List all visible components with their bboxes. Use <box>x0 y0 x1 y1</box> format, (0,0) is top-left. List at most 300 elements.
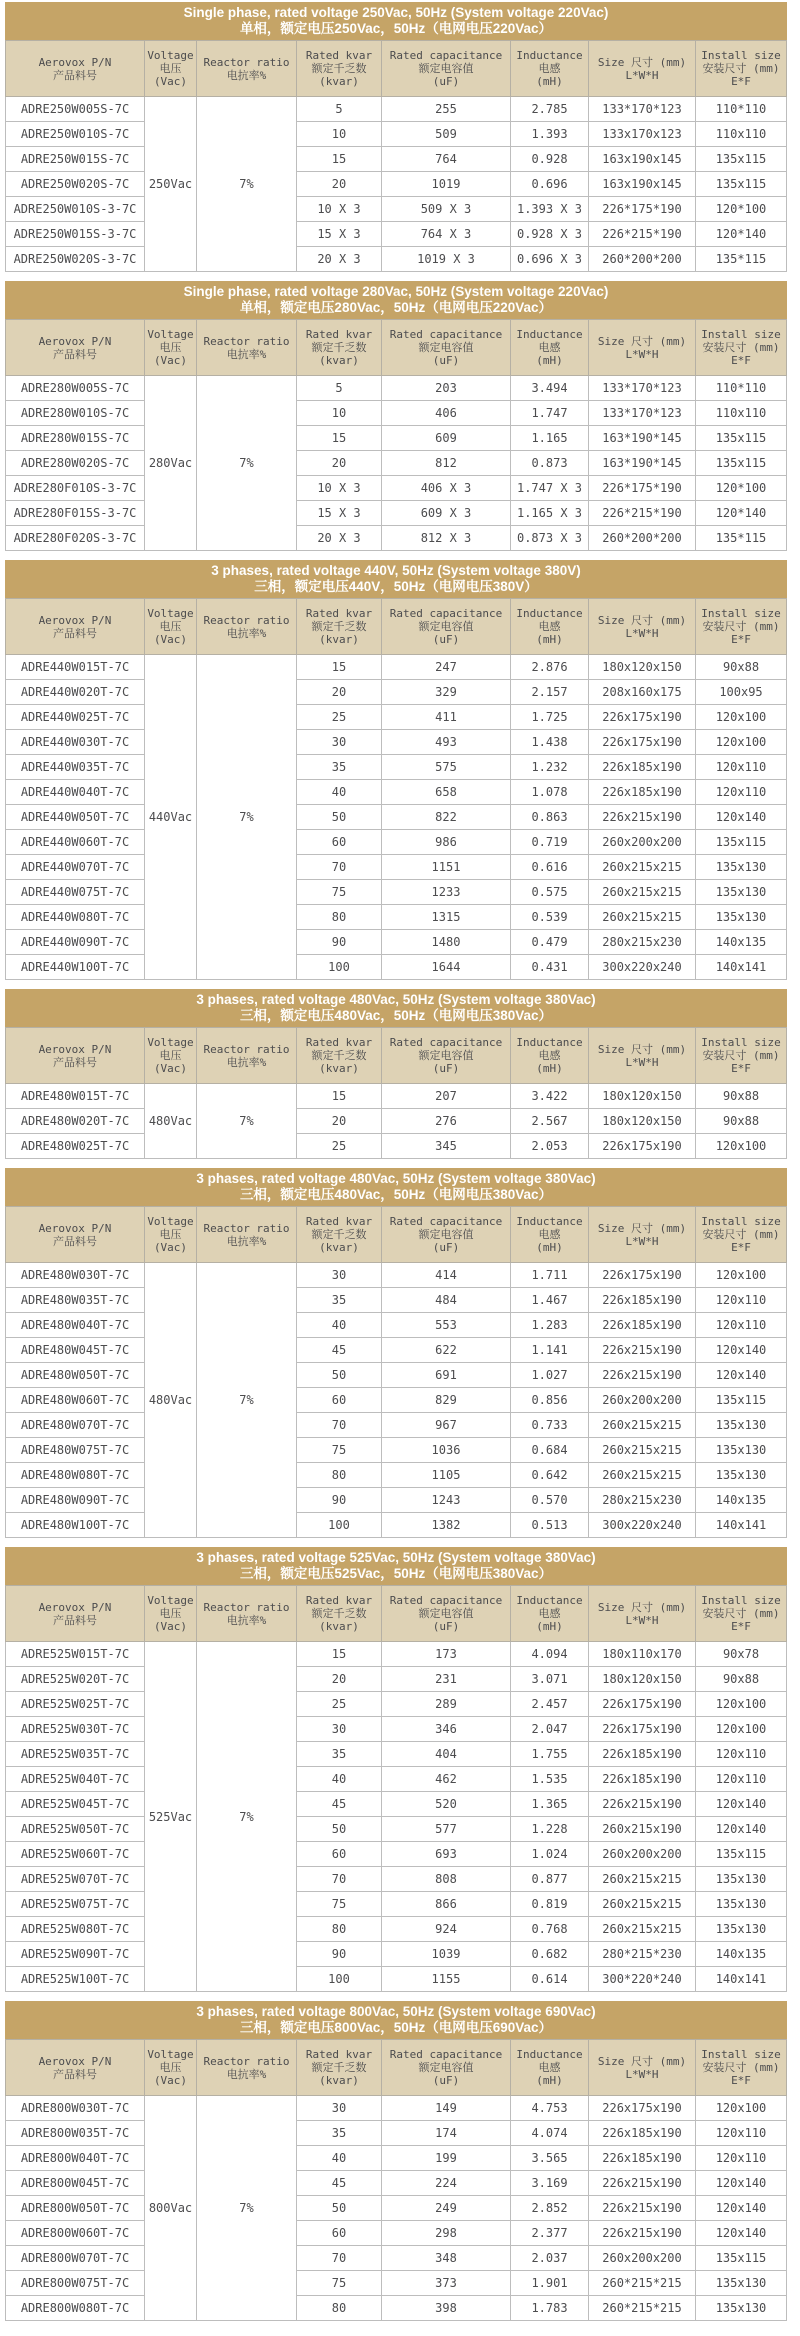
cell-install-size: 135x115 <box>696 830 787 855</box>
cell-part-number: ADRE800W035T-7C <box>6 2121 145 2146</box>
table-row <box>6 1692 787 1717</box>
cell-install-size: 120*100 <box>696 197 787 222</box>
cell-install-size: 140x135 <box>696 1942 787 1967</box>
cell-inductance: 2.457 <box>511 1692 589 1717</box>
spec-table <box>5 1027 787 1159</box>
cell-part-number: ADRE440W035T-7C <box>6 755 145 780</box>
cell-size: 180x120x150 <box>589 1109 696 1134</box>
cell-rated-capacitance: 247 <box>382 655 511 680</box>
cell-install-size: 140x135 <box>696 930 787 955</box>
cell-part-number: ADRE440W070T-7C <box>6 855 145 880</box>
cell-install-size: 120x140 <box>696 1338 787 1363</box>
cell-rated-kvar: 75 <box>297 880 382 905</box>
cell-rated-capacitance: 224 <box>382 2171 511 2196</box>
cell-rated-capacitance: 1155 <box>382 1967 511 1992</box>
col-header-rated-capacitance: Rated capacitance 额定电容值 (uF) <box>382 1207 511 1263</box>
cell-install-size: 120x110 <box>696 755 787 780</box>
cell-install-size: 135x130 <box>696 1413 787 1438</box>
cell-rated-kvar: 50 <box>297 805 382 830</box>
cell-size: 133*170*123 <box>589 97 696 122</box>
cell-inductance: 0.479 <box>511 930 589 955</box>
cell-rated-kvar: 75 <box>297 1892 382 1917</box>
cell-size: 226x185x190 <box>589 780 696 805</box>
cell-rated-kvar: 80 <box>297 1463 382 1488</box>
cell-part-number: ADRE525W070T-7C <box>6 1867 145 1892</box>
cell-rated-kvar: 60 <box>297 830 382 855</box>
cell-install-size: 120x100 <box>696 1263 787 1288</box>
cell-inductance: 2.785 <box>511 97 589 122</box>
cell-rated-capacitance: 1315 <box>382 905 511 930</box>
table-row <box>6 930 787 955</box>
cell-rated-capacitance: 149 <box>382 2096 511 2121</box>
cell-reactor-ratio: 7% <box>197 655 297 980</box>
table-row <box>6 1363 787 1388</box>
cell-inductance: 0.616 <box>511 855 589 880</box>
cell-install-size: 120x100 <box>696 1692 787 1717</box>
cell-rated-kvar: 15 <box>297 426 382 451</box>
col-header-install-size: Install size 安装尺寸 (mm) E*F <box>696 1586 787 1642</box>
cell-rated-kvar: 20 <box>297 1667 382 1692</box>
table-title-zh: 单相，额定电压280Vac，50Hz（电网电压220Vac） <box>239 300 553 315</box>
col-header-part-number: Aerovox P/N 产品料号 <box>6 1028 145 1084</box>
cell-rated-kvar: 60 <box>297 2221 382 2246</box>
cell-rated-kvar: 20 X 3 <box>297 247 382 272</box>
cell-rated-capacitance: 1019 <box>382 172 511 197</box>
cell-part-number: ADRE525W050T-7C <box>6 1817 145 1842</box>
cell-install-size: 100x95 <box>696 680 787 705</box>
cell-size: 260x215x190 <box>589 1817 696 1842</box>
cell-size: 163*190*145 <box>589 451 696 476</box>
cell-inductance: 1.535 <box>511 1767 589 1792</box>
cell-part-number: ADRE440W075T-7C <box>6 880 145 905</box>
col-header-reactor-ratio: Reactor ratio 电抗率% <box>197 41 297 97</box>
cell-install-size: 90x88 <box>696 655 787 680</box>
cell-rated-capacitance: 575 <box>382 755 511 780</box>
cell-rated-capacitance: 203 <box>382 376 511 401</box>
cell-install-size: 135x115 <box>696 172 787 197</box>
table-row <box>6 122 787 147</box>
table-row <box>6 655 787 680</box>
table-row <box>6 1967 787 1992</box>
cell-rated-kvar: 20 <box>297 451 382 476</box>
cell-part-number: ADRE440W100T-7C <box>6 955 145 980</box>
cell-size: 226x185x190 <box>589 1742 696 1767</box>
cell-part-number: ADRE480W080T-7C <box>6 1463 145 1488</box>
cell-rated-kvar: 75 <box>297 2271 382 2296</box>
cell-inductance: 4.074 <box>511 2121 589 2146</box>
table-row <box>6 2271 787 2296</box>
cell-part-number: ADRE480W030T-7C <box>6 1263 145 1288</box>
cell-install-size: 120x140 <box>696 1792 787 1817</box>
cell-size: 300x220x240 <box>589 955 696 980</box>
cell-rated-capacitance: 398 <box>382 2296 511 2321</box>
cell-rated-capacitance: 509 <box>382 122 511 147</box>
cell-part-number: ADRE480W090T-7C <box>6 1488 145 1513</box>
cell-rated-capacitance: 866 <box>382 1892 511 1917</box>
cell-inductance: 0.696 <box>511 172 589 197</box>
cell-inductance: 2.037 <box>511 2246 589 2271</box>
cell-part-number: ADRE525W060T-7C <box>6 1842 145 1867</box>
cell-rated-kvar: 90 <box>297 1488 382 1513</box>
cell-inductance: 3.071 <box>511 1667 589 1692</box>
cell-rated-capacitance: 1036 <box>382 1438 511 1463</box>
cell-install-size: 120*140 <box>696 222 787 247</box>
table-row <box>6 1842 787 1867</box>
cell-rated-capacitance: 924 <box>382 1917 511 1942</box>
cell-voltage: 480Vac <box>145 1263 197 1538</box>
cell-rated-capacitance: 1243 <box>382 1488 511 1513</box>
table-row <box>6 1109 787 1134</box>
cell-size: 260*200*200 <box>589 247 696 272</box>
cell-part-number: ADRE250W020S-3-7C <box>6 247 145 272</box>
cell-size: 260x215x215 <box>589 1413 696 1438</box>
spec-table <box>5 598 787 980</box>
cell-inductance: 1.393 X 3 <box>511 197 589 222</box>
table-3phase-480vac-a <box>5 989 787 1159</box>
cell-rated-kvar: 10 X 3 <box>297 476 382 501</box>
cell-size: 260x215x215 <box>589 905 696 930</box>
table-title-en: 3 phases, rated voltage 440V, 50Hz (System voltage 380V) <box>211 563 581 578</box>
cell-rated-capacitance: 249 <box>382 2196 511 2221</box>
cell-rated-capacitance: 622 <box>382 1338 511 1363</box>
cell-rated-kvar: 45 <box>297 1338 382 1363</box>
cell-part-number: ADRE800W030T-7C <box>6 2096 145 2121</box>
table-row <box>6 830 787 855</box>
col-header-size: Size 尺寸 (mm) L*W*H <box>589 1207 696 1263</box>
table-row <box>6 1263 787 1288</box>
cell-inductance: 0.928 X 3 <box>511 222 589 247</box>
cell-rated-kvar: 30 <box>297 2096 382 2121</box>
cell-install-size: 135x130 <box>696 1892 787 1917</box>
cell-part-number: ADRE525W100T-7C <box>6 1967 145 1992</box>
cell-part-number: ADRE800W075T-7C <box>6 2271 145 2296</box>
table-row <box>6 376 787 401</box>
col-header-rated-capacitance: Rated capacitance 额定电容值 (uF) <box>382 599 511 655</box>
header-row <box>6 599 787 655</box>
table-row <box>6 1867 787 1892</box>
cell-size: 226x215x190 <box>589 2196 696 2221</box>
cell-rated-capacitance: 808 <box>382 1867 511 1892</box>
cell-rated-capacitance: 462 <box>382 1767 511 1792</box>
table-single-phase-250vac <box>5 2 787 272</box>
col-header-install-size: Install size 安装尺寸 (mm) E*F <box>696 1028 787 1084</box>
cell-install-size: 140x141 <box>696 1967 787 1992</box>
cell-part-number: ADRE480W075T-7C <box>6 1438 145 1463</box>
cell-inductance: 3.169 <box>511 2171 589 2196</box>
cell-rated-capacitance: 829 <box>382 1388 511 1413</box>
col-header-voltage: Voltage 电压 (Vac) <box>145 1028 197 1084</box>
table-row <box>6 1338 787 1363</box>
cell-part-number: ADRE250W005S-7C <box>6 97 145 122</box>
cell-inductance: 1.438 <box>511 730 589 755</box>
table-row <box>6 1767 787 1792</box>
cell-rated-kvar: 70 <box>297 2246 382 2271</box>
cell-inductance: 1.024 <box>511 1842 589 1867</box>
cell-rated-kvar: 25 <box>297 1692 382 1717</box>
table-row <box>6 526 787 551</box>
table-row <box>6 2171 787 2196</box>
cell-inductance: 0.570 <box>511 1488 589 1513</box>
table-row <box>6 1817 787 1842</box>
cell-install-size: 135x115 <box>696 1842 787 1867</box>
cell-part-number: ADRE525W030T-7C <box>6 1717 145 1742</box>
cell-rated-kvar: 100 <box>297 1967 382 1992</box>
cell-inductance: 0.684 <box>511 1438 589 1463</box>
cell-rated-capacitance: 967 <box>382 1413 511 1438</box>
cell-part-number: ADRE440W090T-7C <box>6 930 145 955</box>
table-row <box>6 780 787 805</box>
cell-install-size: 120x110 <box>696 1767 787 1792</box>
table-row <box>6 1642 787 1667</box>
cell-rated-kvar: 45 <box>297 1792 382 1817</box>
cell-size: 133*170*123 <box>589 401 696 426</box>
cell-rated-capacitance: 822 <box>382 805 511 830</box>
cell-inductance: 1.283 <box>511 1313 589 1338</box>
cell-install-size: 120*140 <box>696 501 787 526</box>
cell-rated-kvar: 15 <box>297 147 382 172</box>
cell-part-number: ADRE440W060T-7C <box>6 830 145 855</box>
cell-rated-capacitance: 373 <box>382 2271 511 2296</box>
cell-part-number: ADRE800W070T-7C <box>6 2246 145 2271</box>
cell-rated-capacitance: 658 <box>382 780 511 805</box>
cell-rated-capacitance: 329 <box>382 680 511 705</box>
cell-rated-capacitance: 693 <box>382 1842 511 1867</box>
table-row <box>6 905 787 930</box>
cell-rated-kvar: 20 <box>297 172 382 197</box>
table-title-en: 3 phases, rated voltage 525Vac, 50Hz (System voltage 380Vac) <box>196 1550 596 1565</box>
cell-rated-capacitance: 346 <box>382 1717 511 1742</box>
cell-install-size: 120x110 <box>696 1288 787 1313</box>
cell-size: 300*220*240 <box>589 1967 696 1992</box>
cell-inductance: 1.711 <box>511 1263 589 1288</box>
cell-rated-kvar: 90 <box>297 1942 382 1967</box>
table-row <box>6 1488 787 1513</box>
cell-size: 260x200x200 <box>589 1842 696 1867</box>
table-row <box>6 1084 787 1109</box>
cell-install-size: 135*115 <box>696 526 787 551</box>
cell-inductance: 0.575 <box>511 880 589 905</box>
cell-part-number: ADRE525W015T-7C <box>6 1642 145 1667</box>
cell-install-size: 120x100 <box>696 1717 787 1742</box>
cell-install-size: 120x140 <box>696 1817 787 1842</box>
table-row <box>6 955 787 980</box>
cell-part-number: ADRE480W035T-7C <box>6 1288 145 1313</box>
header-row <box>6 41 787 97</box>
cell-rated-kvar: 80 <box>297 905 382 930</box>
cell-rated-kvar: 70 <box>297 1413 382 1438</box>
col-header-rated-kvar: Rated kvar 额定千乏数 (kvar) <box>297 320 382 376</box>
cell-rated-capacitance: 609 <box>382 426 511 451</box>
table-row <box>6 805 787 830</box>
cell-size: 226x215x190 <box>589 2221 696 2246</box>
cell-rated-capacitance: 553 <box>382 1313 511 1338</box>
cell-rated-capacitance: 1644 <box>382 955 511 980</box>
col-header-inductance: Inductance 电感 (mH) <box>511 320 589 376</box>
spec-table <box>5 319 787 551</box>
cell-inductance: 1.078 <box>511 780 589 805</box>
cell-size: 226x215x190 <box>589 805 696 830</box>
cell-size: 180x120x150 <box>589 1084 696 1109</box>
table-row <box>6 476 787 501</box>
cell-rated-capacitance: 414 <box>382 1263 511 1288</box>
spec-table <box>5 2039 787 2321</box>
cell-rated-capacitance: 691 <box>382 1363 511 1388</box>
cell-size: 260x215x215 <box>589 1917 696 1942</box>
table-3phase-800vac <box>5 2001 787 2321</box>
cell-rated-capacitance: 764 <box>382 147 511 172</box>
cell-size: 260x200x200 <box>589 1388 696 1413</box>
col-header-inductance: Inductance 电感 (mH) <box>511 1028 589 1084</box>
table-row <box>6 1792 787 1817</box>
cell-install-size: 140x141 <box>696 955 787 980</box>
cell-inductance: 1.232 <box>511 755 589 780</box>
table-row <box>6 1717 787 1742</box>
cell-inductance: 3.422 <box>511 1084 589 1109</box>
cell-rated-kvar: 15 X 3 <box>297 501 382 526</box>
cell-part-number: ADRE480W020T-7C <box>6 1109 145 1134</box>
cell-install-size: 135x130 <box>696 880 787 905</box>
cell-part-number: ADRE480W040T-7C <box>6 1313 145 1338</box>
cell-inductance: 0.719 <box>511 830 589 855</box>
cell-install-size: 135x130 <box>696 855 787 880</box>
col-header-voltage: Voltage 电压 (Vac) <box>145 41 197 97</box>
col-header-inductance: Inductance 电感 (mH) <box>511 1207 589 1263</box>
cell-inductance: 1.747 X 3 <box>511 476 589 501</box>
cell-install-size: 140x135 <box>696 1488 787 1513</box>
table-row <box>6 680 787 705</box>
cell-install-size: 135x115 <box>696 426 787 451</box>
cell-size: 163*190*145 <box>589 426 696 451</box>
cell-size: 260x200x200 <box>589 830 696 855</box>
cell-size: 260x215x215 <box>589 855 696 880</box>
table-row <box>6 2096 787 2121</box>
table-row <box>6 1134 787 1159</box>
col-header-rated-capacitance: Rated capacitance 额定电容值 (uF) <box>382 1028 511 1084</box>
col-header-rated-kvar: Rated kvar 额定千乏数 (kvar) <box>297 2040 382 2096</box>
cell-inductance: 2.876 <box>511 655 589 680</box>
cell-inductance: 0.873 <box>511 451 589 476</box>
col-header-size: Size 尺寸 (mm) L*W*H <box>589 2040 696 2096</box>
cell-rated-kvar: 5 <box>297 376 382 401</box>
cell-rated-kvar: 25 <box>297 705 382 730</box>
cell-size: 260x215x215 <box>589 1892 696 1917</box>
cell-inductance: 1.901 <box>511 2271 589 2296</box>
cell-install-size: 120x100 <box>696 705 787 730</box>
cell-rated-kvar: 35 <box>297 1288 382 1313</box>
cell-rated-capacitance: 231 <box>382 1667 511 1692</box>
cell-part-number: ADRE800W040T-7C <box>6 2146 145 2171</box>
table-title <box>5 1547 787 1585</box>
cell-inductance: 0.768 <box>511 1917 589 1942</box>
table-title <box>5 281 787 319</box>
cell-size: 280x215x230 <box>589 1488 696 1513</box>
table-row <box>6 1917 787 1942</box>
cell-size: 226x185x190 <box>589 1288 696 1313</box>
cell-size: 180x120x150 <box>589 655 696 680</box>
col-header-rated-kvar: Rated kvar 额定千乏数 (kvar) <box>297 1028 382 1084</box>
col-header-part-number: Aerovox P/N 产品料号 <box>6 41 145 97</box>
cell-part-number: ADRE250W015S-3-7C <box>6 222 145 247</box>
cell-size: 260x200x200 <box>589 2246 696 2271</box>
col-header-install-size: Install size 安装尺寸 (mm) E*F <box>696 1207 787 1263</box>
col-header-part-number: Aerovox P/N 产品料号 <box>6 320 145 376</box>
table-row <box>6 1942 787 1967</box>
cell-rated-kvar: 10 X 3 <box>297 197 382 222</box>
cell-inductance: 2.053 <box>511 1134 589 1159</box>
cell-rated-kvar: 45 <box>297 2171 382 2196</box>
cell-part-number: ADRE440W050T-7C <box>6 805 145 830</box>
cell-install-size: 135x115 <box>696 147 787 172</box>
cell-part-number: ADRE280W015S-7C <box>6 426 145 451</box>
table-title <box>5 2001 787 2039</box>
cell-part-number: ADRE280W020S-7C <box>6 451 145 476</box>
cell-rated-kvar: 40 <box>297 780 382 805</box>
table-row <box>6 880 787 905</box>
table-title-en: 3 phases, rated voltage 480Vac, 50Hz (System voltage 380Vac) <box>196 992 596 1007</box>
cell-part-number: ADRE525W090T-7C <box>6 1942 145 1967</box>
cell-rated-capacitance: 199 <box>382 2146 511 2171</box>
cell-rated-kvar: 5 <box>297 97 382 122</box>
cell-rated-kvar: 15 <box>297 1642 382 1667</box>
cell-rated-kvar: 25 <box>297 1134 382 1159</box>
cell-size: 226x185x190 <box>589 2121 696 2146</box>
cell-size: 226*215*190 <box>589 501 696 526</box>
header-row <box>6 1207 787 1263</box>
cell-inductance: 0.856 <box>511 1388 589 1413</box>
cell-size: 226x175x190 <box>589 1263 696 1288</box>
table-row <box>6 147 787 172</box>
cell-part-number: ADRE800W050T-7C <box>6 2196 145 2221</box>
col-header-reactor-ratio: Reactor ratio 电抗率% <box>197 1586 297 1642</box>
cell-size: 260x215x215 <box>589 880 696 905</box>
cell-install-size: 135x130 <box>696 1463 787 1488</box>
cell-size: 226*215*190 <box>589 222 696 247</box>
cell-size: 133*170*123 <box>589 376 696 401</box>
cell-size: 133x170x123 <box>589 122 696 147</box>
cell-part-number: ADRE525W075T-7C <box>6 1892 145 1917</box>
table-title <box>5 1168 787 1206</box>
cell-rated-capacitance: 986 <box>382 830 511 855</box>
table-3phase-525vac <box>5 1547 787 1992</box>
table-3phase-480vac-b <box>5 1168 787 1538</box>
cell-part-number: ADRE480W070T-7C <box>6 1413 145 1438</box>
cell-inductance: 2.377 <box>511 2221 589 2246</box>
table-row <box>6 1742 787 1767</box>
cell-install-size: 120x100 <box>696 1134 787 1159</box>
cell-part-number: ADRE440W030T-7C <box>6 730 145 755</box>
cell-rated-capacitance: 173 <box>382 1642 511 1667</box>
cell-inductance: 1.755 <box>511 1742 589 1767</box>
table-row <box>6 2121 787 2146</box>
cell-inductance: 0.877 <box>511 1867 589 1892</box>
cell-voltage: 280Vac <box>145 376 197 551</box>
cell-part-number: ADRE525W040T-7C <box>6 1767 145 1792</box>
cell-install-size: 135x130 <box>696 2271 787 2296</box>
col-header-rated-kvar: Rated kvar 额定千乏数 (kvar) <box>297 1586 382 1642</box>
cell-inductance: 1.165 X 3 <box>511 501 589 526</box>
table-row <box>6 222 787 247</box>
col-header-reactor-ratio: Reactor ratio 电抗率% <box>197 1028 297 1084</box>
header-row <box>6 1028 787 1084</box>
cell-size: 226x185x190 <box>589 2146 696 2171</box>
table-title-en: 3 phases, rated voltage 480Vac, 50Hz (System voltage 380Vac) <box>196 1171 596 1186</box>
cell-install-size: 140x141 <box>696 1513 787 1538</box>
table-row <box>6 1388 787 1413</box>
cell-size: 226x175x190 <box>589 1134 696 1159</box>
col-header-rated-kvar: Rated kvar 额定千乏数 (kvar) <box>297 599 382 655</box>
table-row <box>6 451 787 476</box>
cell-rated-kvar: 90 <box>297 930 382 955</box>
